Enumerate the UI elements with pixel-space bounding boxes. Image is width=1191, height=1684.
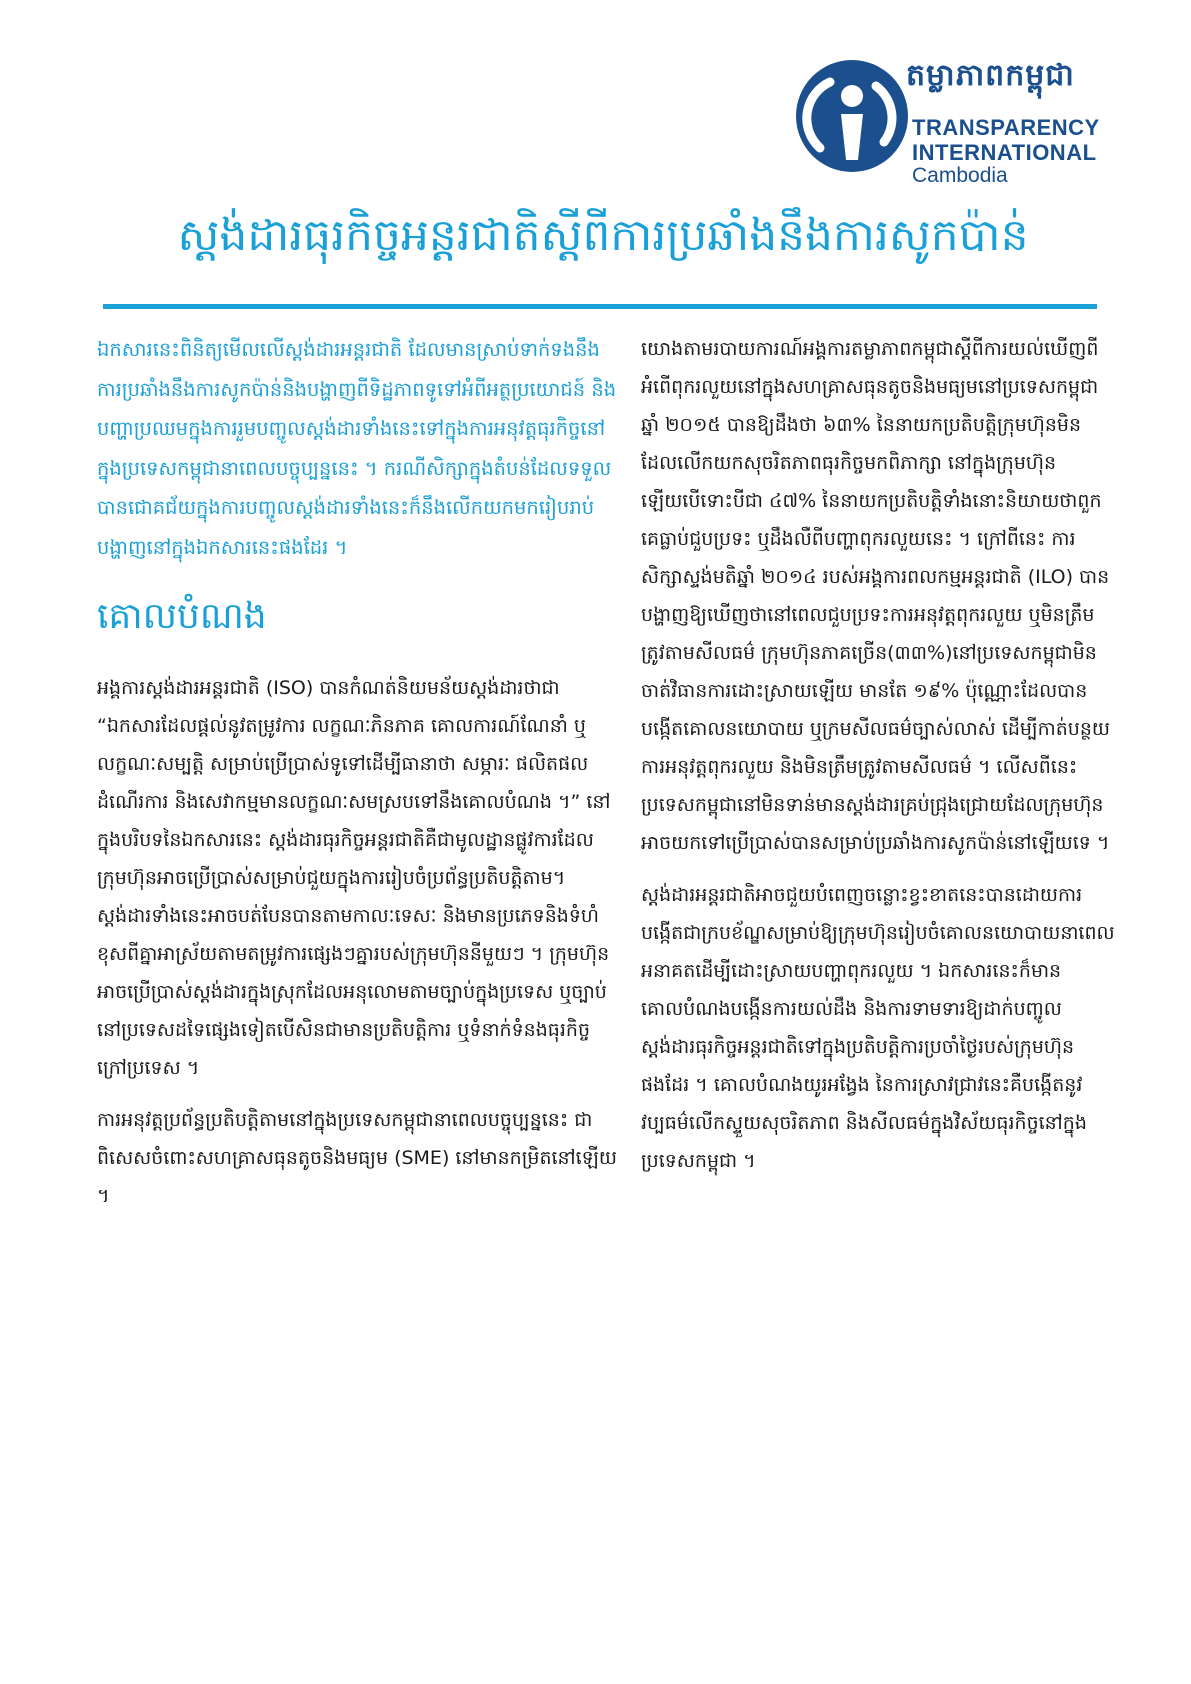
title-divider [103,304,1097,309]
left-column [97,330,617,1229]
body-paragraph: អង្គការស្តង់ដារអន្តរជាតិ (ISO) បានកំណត់និយមន័យស្តង់ដារថាជា “ឯកសារដែលផ្តល់នូវតម្រូវការ លក្ខណៈភិនភាគ គោលការណ៍ណែនាំ ឬលក្ខណៈសម្បត្តិ សម្រាប់ប្រើប្រាស់ទូទៅដើម្បីធានាថា សម្ភារៈ ផលិតផល ដំណើរការ និងសេវាកម្មមានលក្ខណៈសមស្របទៅនឹងគោលបំណង ។” នៅក្នុងបរិបទនៃឯកសារនេះ ស្តង់ដារធុរកិច្ចអន្តរជាតិគឺជាមូលដ្ឋានផ្លូវការដែលក្រុមហ៊ុនអាចប្រើប្រាស់សម្រាប់ជួយក្នុងការរៀបចំប្រព័ន្ធប្រតិបត្តិតាម។ ស្តង់ដារទាំងនេះអាចបត់បែនបានតាមកាលៈទេសៈ និងមានប្រភេទនិងទំហំខុសពីគ្នាអាស្រ័យតាមតម្រូវការផ្សេងៗគ្នារបស់ក្រុមហ៊ុននីមួយៗ ។ ក្រុមហ៊ុនអាចប្រើប្រាស់ស្តង់ដារក្នុងស្រុកដែលអនុលោមតាមច្បាប់ក្នុងប្រទេស ឬច្បាប់នៅប្រទេសដទៃផ្សេងទៀតបើសិនជាមានប្រតិបត្តិការ ឬទំនាក់ទំនងធុរកិច្ចក្រៅប្រទេស ។ [97,677,611,1079]
body-paragraph: ការអនុវត្តប្រព័ន្ធប្រតិបត្តិតាមនៅក្នុងប្រទេសកម្ពុជានាពេលបច្ចុប្បន្ននេះ ជាពិសេសចំពោះសហគ្រាសធុនតូចនិងមធ្យម (SME) នៅមានកម្រិតនៅឡើយ ។ [97,1109,617,1207]
logo-english-line1: TRANSPARENCY [912,115,1100,140]
logo-english-line2: INTERNATIONAL [912,140,1097,165]
logo-khmer-name: តម្លាភាពកម្ពុជា [906,58,1075,93]
body-paragraph: យោងតាមរបាយការណ៍អង្គការតម្លាភាពកម្ពុជាស្តីពីការយល់ឃើញពីអំពើពុករលួយនៅក្នុងសហគ្រាសធុនតូចនិងមធ្យមនៅប្រទេសកម្ពុជាឆ្នាំ ២០១៥ បានឱ្យដឹងថា ៦៣% នៃនាយកប្រតិបត្តិក្រុមហ៊ុនមិនដែលលើកយកសុចរិតភាពធុរកិច្ចមកពិភាក្សា នៅក្នុងក្រុមហ៊ុនឡើយបើទោះបីជា ៤៧% នៃនាយកប្រតិបត្តិទាំងនោះនិយាយថាពួកគេធ្លាប់ជួបប្រទះ ឬដឹងលឺពីបញ្ហាពុករលួយនេះ ។ ក្រៅពីនេះ ការសិក្សាស្ទង់មតិឆ្នាំ ២០១៤ របស់អង្គការពលកម្មអន្តរជាតិ (ILO) បានបង្ហាញឱ្យឃើញថានៅពេលជួបប្រទះការអនុវត្តពុករលួយ ឬមិនត្រឹមត្រូវតាមសីលធម៌ ក្រុមហ៊ុនភាគច្រើន(៣៣%)នៅប្រទេសកម្ពុជាមិនចាត់វិធានការដោះស្រាយឡើយ មានតែ ១៩% ប៉ុណ្ណោះដែលបានបង្កើតគោលនយោបាយ ឬក្រមសីលធម៌ច្បាស់លាស់ ដើម្បីកាត់បន្ថយការអនុវត្តពុករលួយ និងមិនត្រឹមត្រូវតាមសីលធម៌ ។ លើសពីនេះ ប្រទេសកម្ពុជានៅមិនទាន់មានស្តង់ដារគ្រប់ជ្រុងជ្រោយដែលក្រុមហ៊ុនអាចយកទៅប្រើប្រាស់បានសម្រាប់ប្រឆាំងការសូកប៉ាន់នៅឡើយទេ ។ [641,338,1110,854]
page-title: ស្តង់ដារធុរកិច្ចអន្តរជាតិស្តីពីការប្រឆាំងនឹងការសូកប៉ាន់ [177,210,1029,261]
section-heading: គោលបំណង [97,596,267,637]
logo-english-line3: Cambodia [912,164,1008,187]
intro-paragraph: ឯកសារនេះពិនិត្យមើលលើស្តង់ដារអន្តរជាតិ ដែលមានស្រាប់ទាក់ទងនឹងការប្រឆាំងនឹងការសូកប៉ាន់និងបង្ហាញពីទិដ្ឋភាពទូទៅអំពីអត្ថប្រយោជន៍ និងបញ្ហាប្រឈមក្នុងការរួមបញ្ចូលស្តង់ដារទាំងនេះទៅក្នុងការអនុវត្តធុរកិច្ចនៅក្នុងប្រទេសកម្ពុជានាពេលបច្ចុប្បន្ននេះ ។ ករណីសិក្សាក្នុងតំបន់ដែលទទួលបានជោគជ័យក្នុងការបញ្ចូលស្តង់ដារទាំងនេះក៏នឹងលើកយកមករៀបរាប់បង្ហាញនៅក្នុងឯកសារនេះផងដែរ ។ [97,338,617,559]
right-column [641,330,1115,1194]
transparency-international-logo-icon [792,56,912,176]
body-paragraph: ស្តង់ដារអន្តរជាតិអាចជួយបំពេញចន្លោះខ្វះខាតនេះបានដោយការបង្កើតជាក្របខ័ណ្ឌសម្រាប់ឱ្យក្រុមហ៊ុនរៀបចំគោលនយោបាយនាពេលអនាគតដើម្បីដោះស្រាយបញ្ហាពុករលួយ ។ ឯកសារនេះក៏មានគោលបំណងបង្កើនការយល់ដឹង និងការទាមទារឱ្យដាក់បញ្ចូលស្តង់ដារធុរកិច្ចអន្តរជាតិទៅក្នុងប្រតិបត្តិការប្រចាំថ្ងៃរបស់ក្រុមហ៊ុនផងដែរ ។ គោលបំណងយូរអង្វែង នៃការស្រាវជ្រាវនេះគឺបង្កើតនូវវប្បធម៌លើកស្ទួយសុចរិតភាព និងសីលធម៌ក្នុងវិស័យធុរកិច្ចនៅក្នុងប្រទេសកម្ពុជា ។ [641,884,1115,1172]
organization-logo [792,52,1110,192]
